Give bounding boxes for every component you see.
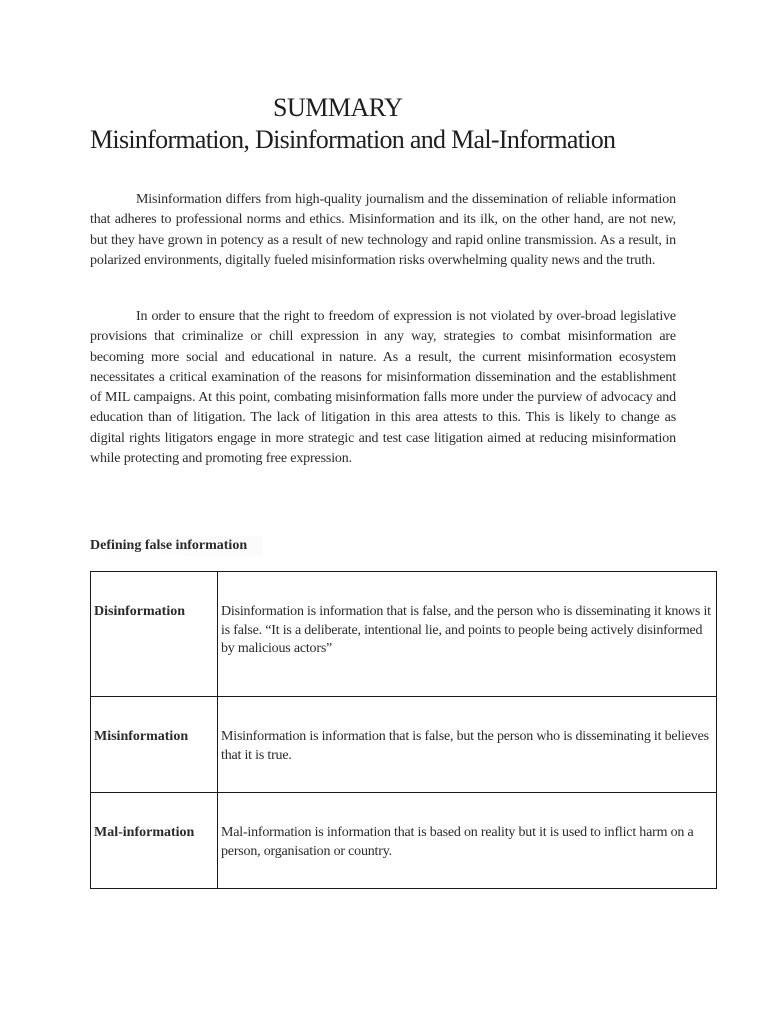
document-title xyxy=(90,92,690,156)
description-cell: Mal-information is information that is based on reality but it is used to inflict harm on a person, organisation or country. xyxy=(218,793,717,889)
section-heading: Defining false information xyxy=(90,536,263,556)
term-cell: Disinformation xyxy=(91,572,218,697)
term-cell: Mal-information xyxy=(91,793,218,889)
table-row xyxy=(91,697,717,793)
term-cell: Misinformation xyxy=(91,697,218,793)
paragraph-intro: Misinformation differs from high-quality journalism and the dissemination of reliable information that adheres to professional norms and ethics. Misinformation and its ilk, on the other hand, are not new, but they have grown in potency as a result of new technology and rapid online transmission. As a result, in polarized environments, digitally fueled misinformation risks overwhelming quality news and the truth. xyxy=(90,192,676,268)
description-cell: Disinformation is information that is false, and the person who is disseminating it knows it is false. “It is a deliberate, intentional lie, and points to people being actively disinformed by malicious actors” xyxy=(218,572,717,697)
description-cell: Misinformation is information that is false, but the person who is disseminating it believes that it is true. xyxy=(218,697,717,793)
title-topic: Misinformation, Disinformation and Mal-Information xyxy=(90,125,616,154)
table-row xyxy=(91,572,717,697)
title-summary: SUMMARY xyxy=(273,93,403,122)
definitions-table xyxy=(90,571,717,889)
paragraph-strategies: In order to ensure that the right to freedom of expression is not violated by over-broad legislative provisions that criminalize or chill expression in any way, strategies to combat misinformation are becoming more social and educational in nature. As a result, the current misinformation ecosystem necessitates a critical examination of the reasons for misinformation dissemination and the establishment of MIL campaigns. At this point, combating misinformation falls more under the purview of advocacy and education than of litigation. The lack of litigation in this area attests to this. This is likely to change as digital rights litigators engage in more strategic and test case litigation aimed at reducing misinformation while protecting and promoting free expression. xyxy=(90,309,676,467)
table-row xyxy=(91,793,717,889)
